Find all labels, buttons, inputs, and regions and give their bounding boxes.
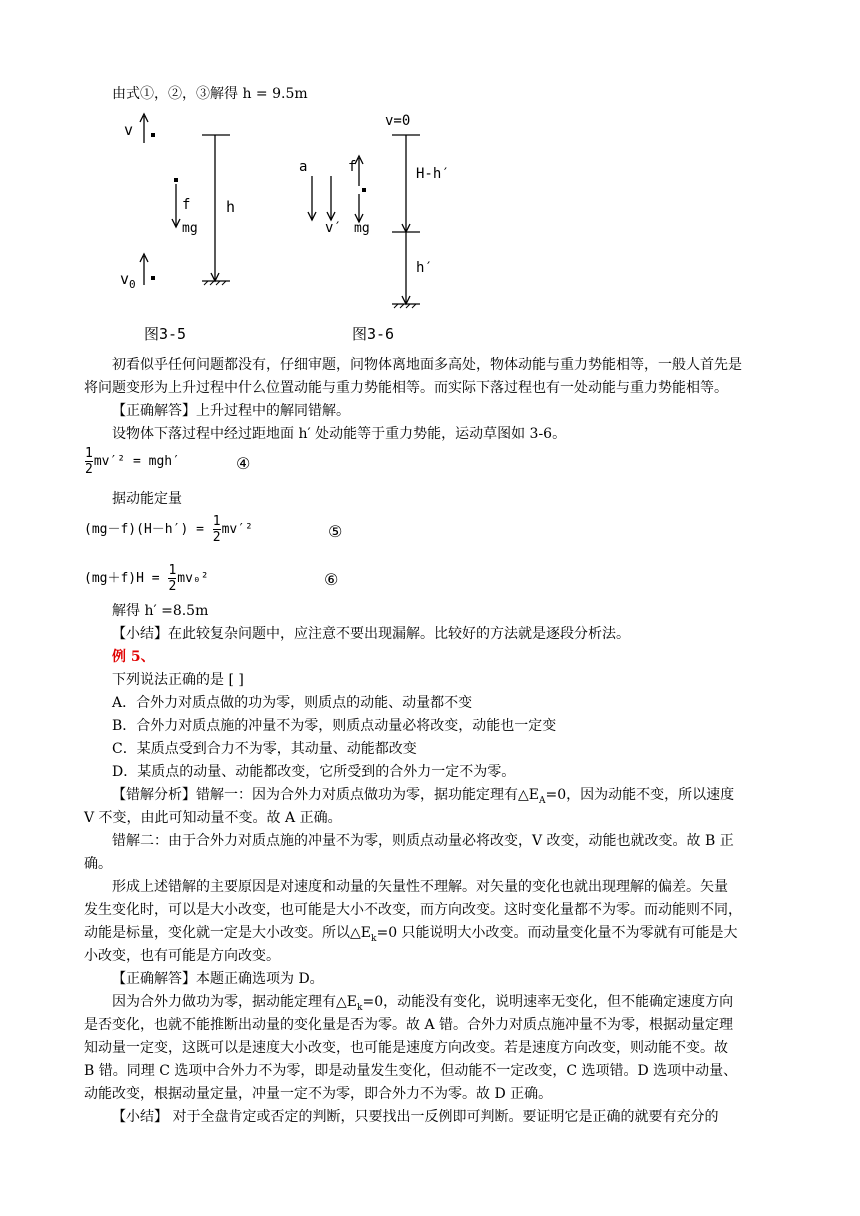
option-c: C．某质点受到合力不为零，其动量、动能都改变 (112, 741, 417, 757)
fig6-object (362, 188, 366, 192)
eq6-numerator: 1 (168, 563, 177, 578)
option-a: A．合外力对质点做的功为零，则质点的动能、动量都不变 (112, 695, 473, 711)
eq5-numerator: 1 (212, 514, 221, 529)
fig5-object-top (151, 133, 155, 137)
equation-4 (84, 446, 180, 477)
error-analysis-2-line-1: 错解二：由于合外力对质点施的冲量不为零，则质点动量必将改变，V 改变，动能也就改变。故 B 正 (112, 833, 734, 849)
eq4-fraction (85, 446, 93, 477)
explanation-line-3: 知动量一定变，这既可以是速度大小改变，也可能是速度方向改变。若是速度方向改变，则动能不变。故 (84, 1040, 728, 1056)
fig5-label-f: f (182, 197, 191, 213)
explanation-line-1: 因为合外力做功为零，据动能定理有$\triangle E_k=0$，动能没有变化，说明速率无变化，但不能确定速度方向 (112, 994, 734, 1013)
fig6-label-hprime: h′ (416, 260, 433, 276)
correct-answer-1: 【正确解答】上升过程中的解同错解。 (112, 403, 350, 419)
fig5-object-bottom (151, 276, 155, 280)
error-analysis-2-line-2: 确。 (84, 856, 112, 872)
fig5-label-v0: $v_0$ (120, 270, 136, 291)
theorem-line: 据动能定量 (112, 491, 182, 507)
eq4-label: ④ (236, 454, 251, 473)
eq5-lhs: (mg－f)(H－h′) = (84, 522, 204, 537)
reason-line-2: 发生变化时，可以是大小改变，也可能是大小不改变，而方向改变。这时变化量都不为零。而动能则不同， (84, 902, 742, 918)
fig6-label-f: f (348, 159, 357, 175)
option-b: B．合外力对质点施的冲量不为零，则质点动量必将改变，动能也一定变 (112, 718, 557, 734)
figure-3-5 (112, 108, 312, 348)
explanation-line-4: B 错。同理 C 选项中合外力不为零，即是动量发生变化，但动能不一定改变，C 选项错。D 选项中动量、 (84, 1063, 738, 1079)
error-analysis-1-line-1: 【错解分析】错解一：因为合外力对质点做功为零，据功能定理有$\triangle E_A=0$，因为动能不变，所以速度 (112, 787, 735, 806)
eq5-rhs: mv′² (221, 522, 253, 537)
setup-line: 设物体下落过程中经过距地面 h′ 处动能等于重力势能，运动草图如 3-6。 (112, 426, 567, 442)
paragraph-1-line-2: 将问题变形为上升过程中什么位置动能与重力势能相等。而实际下落过程也有一处动能与重力势能相等。 (84, 380, 728, 396)
example-5-heading: 例 5、 (112, 649, 155, 665)
result-line: 解得 h′ =8.5m (112, 603, 209, 619)
fig6-label-mg: mg (354, 221, 370, 236)
eq4-rhs: = mgh′ (132, 454, 180, 469)
reason-line-1: 形成上述错解的主要原因是对速度和动量的矢量性不理解。对矢量的变化也就出现理解的偏差。矢量 (112, 879, 728, 895)
eq6-rhs: mv₀² (177, 571, 209, 586)
intro-line: 由式①，②，③解得 h = 9.5m (112, 86, 308, 102)
correct-answer-2: 【正确解答】本题正确选项为 D。 (112, 971, 324, 987)
figure-3-6 (292, 108, 482, 348)
eq5-label: ⑤ (328, 522, 343, 541)
fig5-caption: 图3-5 (144, 325, 187, 343)
eq6-label: ⑥ (324, 570, 339, 589)
paragraph-1-line-1: 初看似乎任何问题都没有，仔细审题，问物体离地面多高处，物体动能与重力势能相等，一般人首先是 (112, 357, 742, 373)
eq5-fraction (213, 514, 221, 545)
summary-1: 【小结】在此较复杂问题中，应注意不要出现漏解。比较好的方法就是逐段分析法。 (112, 626, 630, 642)
explanation-line-2: 是否变化，也就不能推断出动量的变化量是否为零。故 A 错。合外力对质点施冲量不为零，根据动量定理 (84, 1017, 734, 1033)
fig5-label-h: h (226, 198, 236, 216)
reason-line-3: 动能是标量，变化就一定是大小改变。所以$\triangle E_k=0$ 只能说明大小改变。而动量变化量不为零就有可能是大 (84, 925, 738, 944)
fig5-label-mg: mg (182, 221, 198, 236)
fig6-label-a: a (299, 159, 308, 175)
fig6-label-vprime: v′ (325, 220, 342, 236)
fig6-label-vzero: v=0 (385, 113, 411, 129)
eq6-lhs: (mg＋f)H = (84, 571, 160, 586)
explanation-line-5: 动能改变，根据动量定量，冲量一定不为零，即合外力不为零。故 D 正确。 (84, 1086, 553, 1102)
fig6-caption: 图3-6 (352, 325, 395, 343)
equation-5 (84, 514, 253, 545)
example-5-question: 下列说法正确的是 [ ] (112, 672, 244, 688)
eq4-numerator: 1 (85, 446, 93, 461)
error-analysis-1-line-2: V 不变，由此可知动量不变。故 A 正确。 (84, 810, 342, 826)
eq4-lhs: mv′² (93, 454, 126, 469)
fig5-object-mid (174, 178, 178, 182)
fig6-label-H-minus-h: H-h′ (416, 166, 450, 182)
summary-2: 【小结】 对于全盘肯定或否定的判断，只要找出一反例即可判断。要证明它是正确的就要有充分的 (112, 1109, 719, 1125)
equation-6 (84, 563, 209, 594)
eq4-denominator: 2 (85, 462, 93, 477)
option-d: D．某质点的动量、动能都改变，它所受到的合外力一定不为零。 (112, 764, 516, 780)
reason-line-4: 小改变，也有可能是方向改变。 (84, 948, 280, 964)
eq6-fraction (168, 563, 176, 594)
eq6-denominator: 2 (168, 579, 177, 594)
fig5-label-v: v (124, 121, 134, 139)
eq5-denominator: 2 (212, 530, 221, 545)
